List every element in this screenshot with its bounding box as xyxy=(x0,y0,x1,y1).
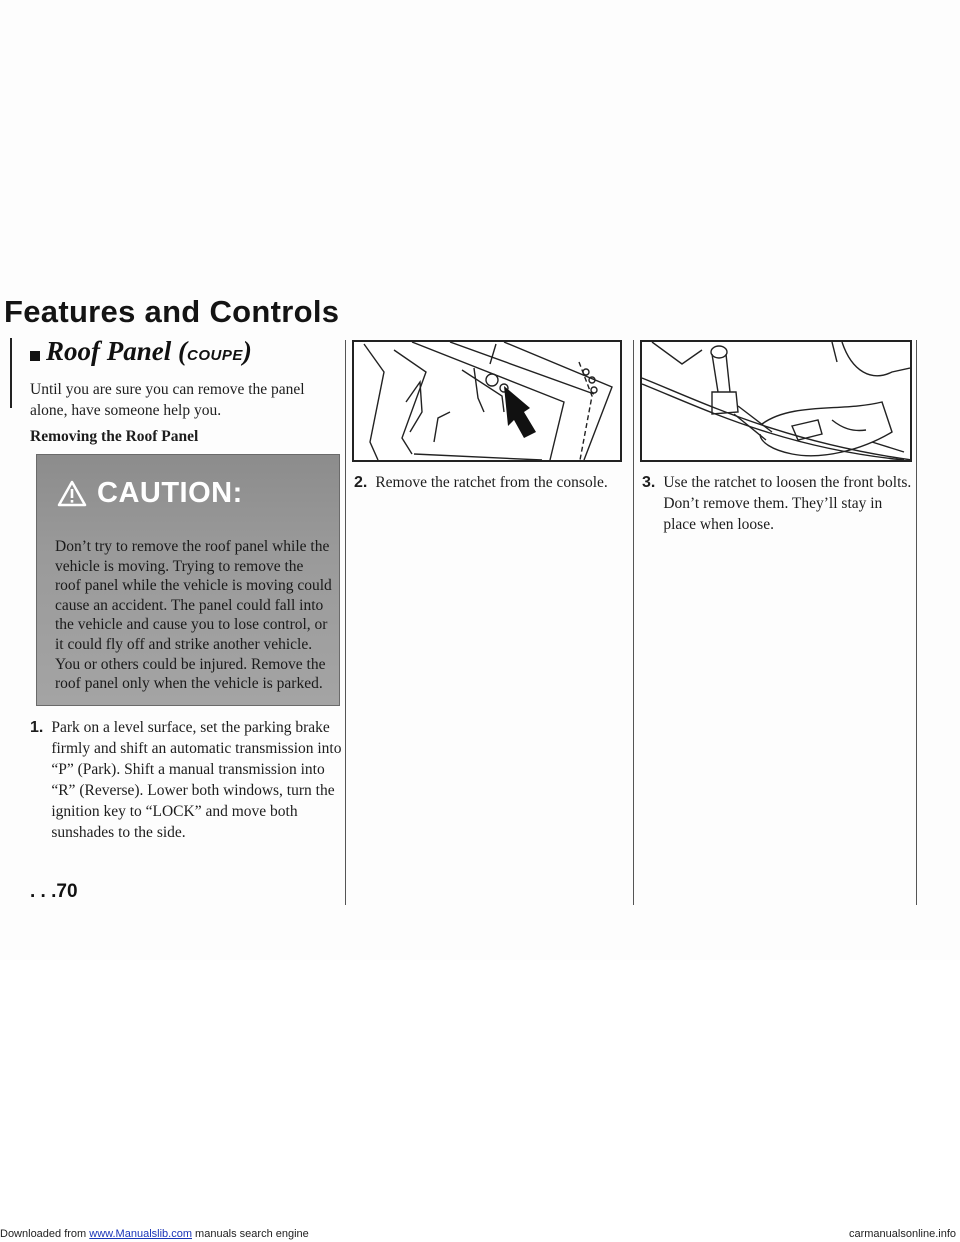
download-footer xyxy=(0,1228,960,1242)
procedure-heading: Removing the Roof Panel xyxy=(30,428,199,445)
section-title: Features and Controls xyxy=(4,294,340,329)
column-rule-1 xyxy=(345,340,346,905)
step-3-text: Use the ratchet to loosen the front bolts. Don’t remove them. They’ll stay in place when loose. xyxy=(663,474,912,533)
footer-site-watermark: carmanualsonline.info xyxy=(848,1228,956,1240)
page-number-dots: . . . xyxy=(30,881,57,902)
step-3-number: 3. xyxy=(642,474,656,491)
ratchet-console-drawing xyxy=(354,342,620,460)
ratchet-console-illustration xyxy=(352,340,622,462)
step-2 xyxy=(354,472,624,493)
step-1-text: Park on a level surface, set the parking brake firmly and shift an automatic transmission into “P” (Park). Shift a manual transmission into “R” (Reverse). Lower both windows, turn the ignition key to “LOCK” and move both sunshades to the side. xyxy=(51,719,342,841)
ratchet-hand-drawing xyxy=(642,342,910,460)
step-1 xyxy=(30,717,345,843)
column-rule-2 xyxy=(633,340,634,905)
step-2-text: Remove the ratchet from the console. xyxy=(375,474,608,491)
footer-link[interactable]: www.Manualslib.com xyxy=(89,1228,192,1240)
warning-triangle-icon xyxy=(57,480,87,507)
footer-suffix: manuals search engine xyxy=(195,1228,309,1240)
step-3 xyxy=(642,472,912,535)
ratchet-hand-illustration xyxy=(640,340,912,462)
caution-box xyxy=(36,454,340,706)
caution-text: Don’t try to remove the roof panel while the vehicle is moving. Trying to remove the roof panel while the vehicle is moving could cause an accident. The panel could fall into the vehicle and cause you to lose control, or it could fly off and strike another vehicle. You or others could be injured. Remove the roof panel only when the vehicle is parked. xyxy=(55,538,332,693)
page-number xyxy=(30,881,78,903)
caution-heading-text: CAUTION: xyxy=(97,477,243,509)
page-number-value: 70 xyxy=(56,881,78,902)
bullet-square-icon xyxy=(30,351,40,361)
subsection-qualifier: COUPE xyxy=(187,347,243,364)
caution-heading xyxy=(57,477,243,510)
subsection-paren-close: ) xyxy=(242,336,252,366)
subsection-title-text: Roof Panel xyxy=(46,336,172,366)
subsection-paren-open: ( xyxy=(178,336,187,366)
column-rule-3 xyxy=(916,340,917,905)
step-1-number: 1. xyxy=(30,719,44,736)
margin-rule xyxy=(10,338,12,408)
step-2-number: 2. xyxy=(354,474,368,491)
intro-paragraph: Until you are sure you can remove the panel alone, have someone help you. xyxy=(30,381,305,419)
footer-prefix: Downloaded from xyxy=(0,1228,87,1240)
subsection-title xyxy=(46,336,252,367)
